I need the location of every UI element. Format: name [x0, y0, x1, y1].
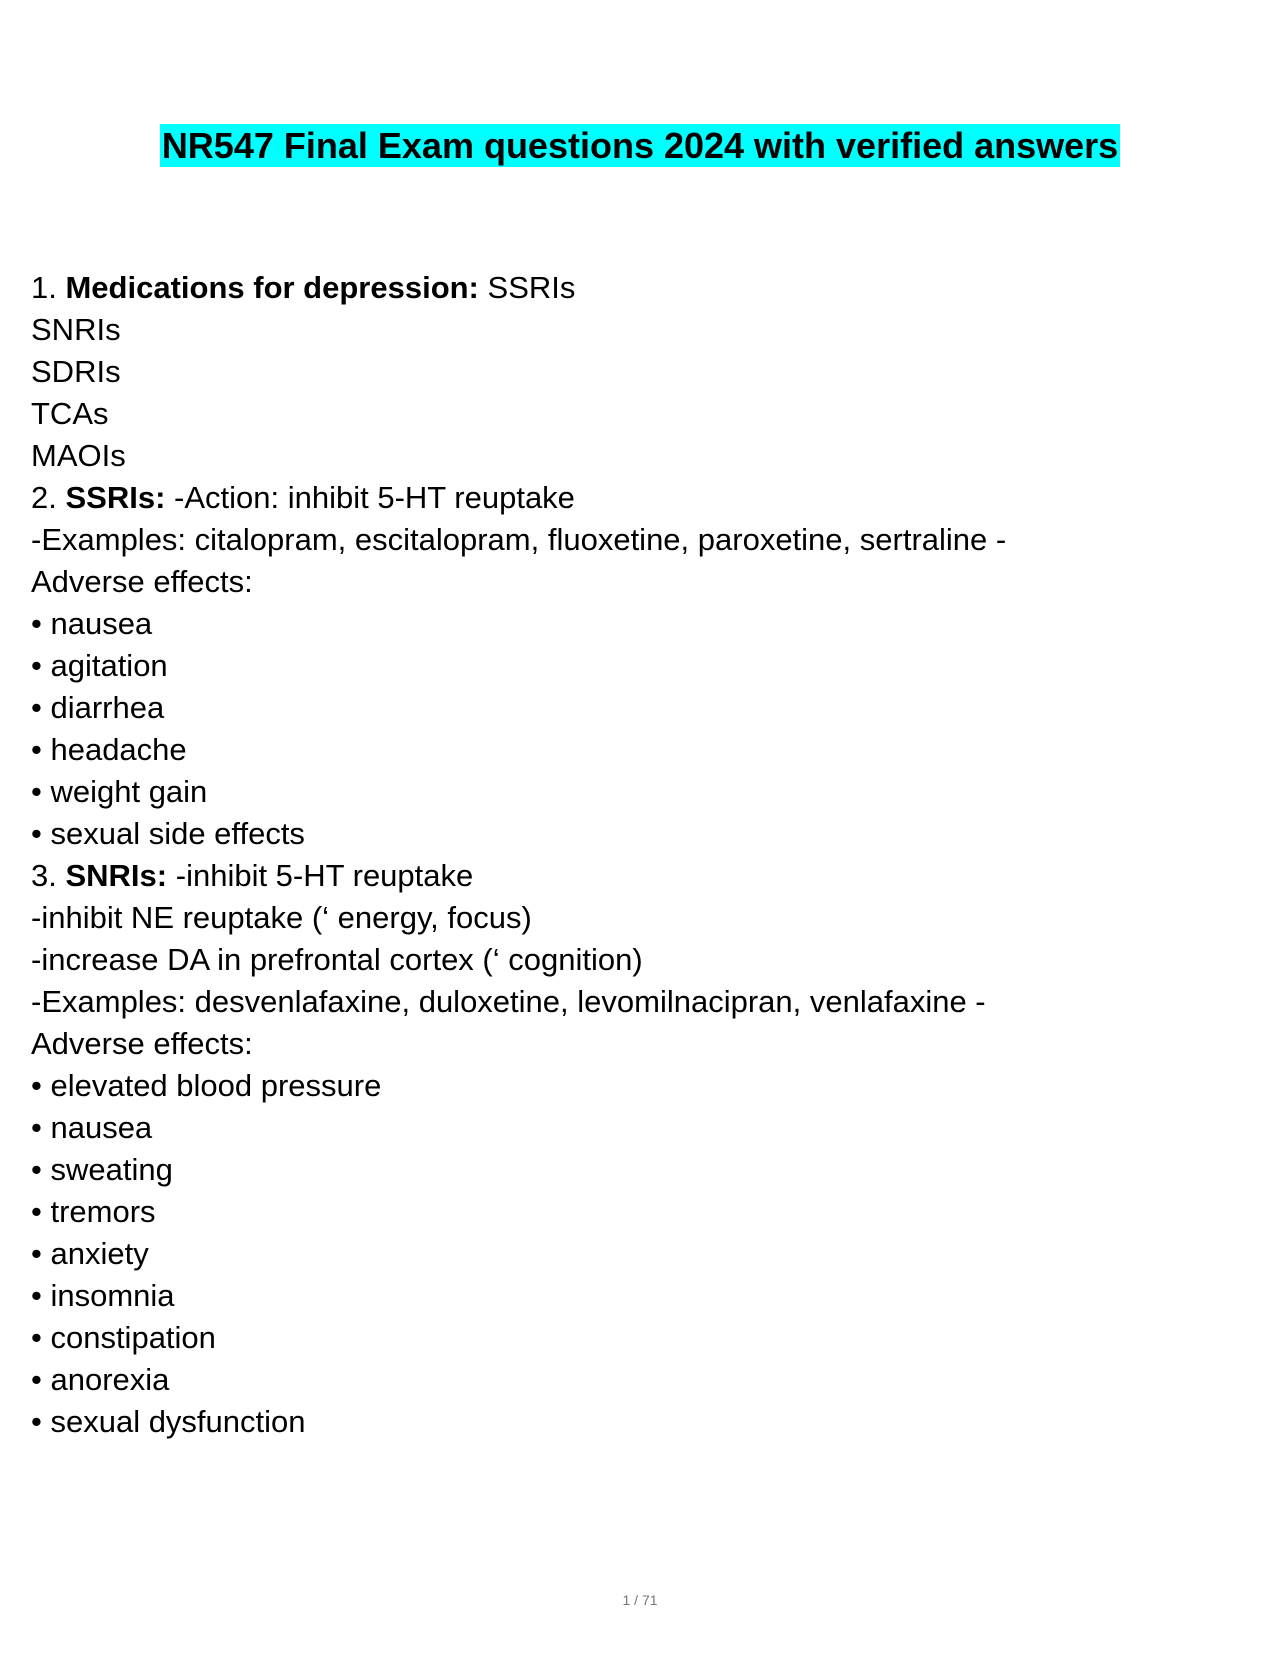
list-item: • sexual dysfunction [31, 1404, 306, 1439]
item-line: Adverse effects: [31, 1026, 253, 1061]
item-line: SNRIs [31, 312, 121, 347]
item-number: 2. [31, 480, 57, 515]
list-item: • tremors [31, 1194, 156, 1229]
list-item: • agitation [31, 648, 168, 683]
item-heading: SNRIs: [65, 858, 168, 893]
item-heading: SSRIs: [65, 480, 166, 515]
document-title: NR547 Final Exam questions 2024 with verified answers [161, 125, 1119, 166]
item-line: MAOIs [31, 438, 126, 473]
document-body [31, 267, 1251, 1443]
list-item: • anorexia [31, 1362, 170, 1397]
title-container [0, 124, 1280, 167]
item-first-text: -inhibit 5-HT reuptake [175, 858, 474, 893]
list-item: • diarrhea [31, 690, 165, 725]
item-number: 3. [31, 858, 57, 893]
list-item: • sexual side effects [31, 816, 305, 851]
item-1-first-line [31, 267, 1251, 309]
item-line: TCAs [31, 396, 109, 431]
item-number: 1. [31, 270, 57, 305]
list-item: • elevated blood pressure [31, 1068, 382, 1103]
list-item: • constipation [31, 1320, 216, 1355]
item-line: -Examples: citalopram, escitalopram, fluoxetine, paroxetine, sertraline - [31, 522, 1007, 557]
item-3-first-line [31, 855, 1251, 897]
item-heading: Medications for depression: [65, 270, 479, 305]
list-item: • weight gain [31, 774, 208, 809]
page-indicator: 1 / 71 [622, 1592, 658, 1608]
list-item: • anxiety [31, 1236, 149, 1271]
item-line: -inhibit NE reuptake (‘ energy, focus) [31, 900, 532, 935]
list-item: • nausea [31, 606, 153, 641]
item-first-text: -Action: inhibit 5-HT reuptake [174, 480, 575, 515]
item-line: SDRIs [31, 354, 121, 389]
list-item: • sweating [31, 1152, 173, 1187]
item-line: Adverse effects: [31, 564, 253, 599]
list-item: • nausea [31, 1110, 153, 1145]
list-item: • insomnia [31, 1278, 175, 1313]
item-line: -increase DA in prefrontal cortex (‘ cognition) [31, 942, 643, 977]
item-2-first-line [31, 477, 1251, 519]
item-line: -Examples: desvenlafaxine, duloxetine, levomilnacipran, venlafaxine - [31, 984, 986, 1019]
item-first-text: SSRIs [487, 270, 576, 305]
list-item: • headache [31, 732, 187, 767]
